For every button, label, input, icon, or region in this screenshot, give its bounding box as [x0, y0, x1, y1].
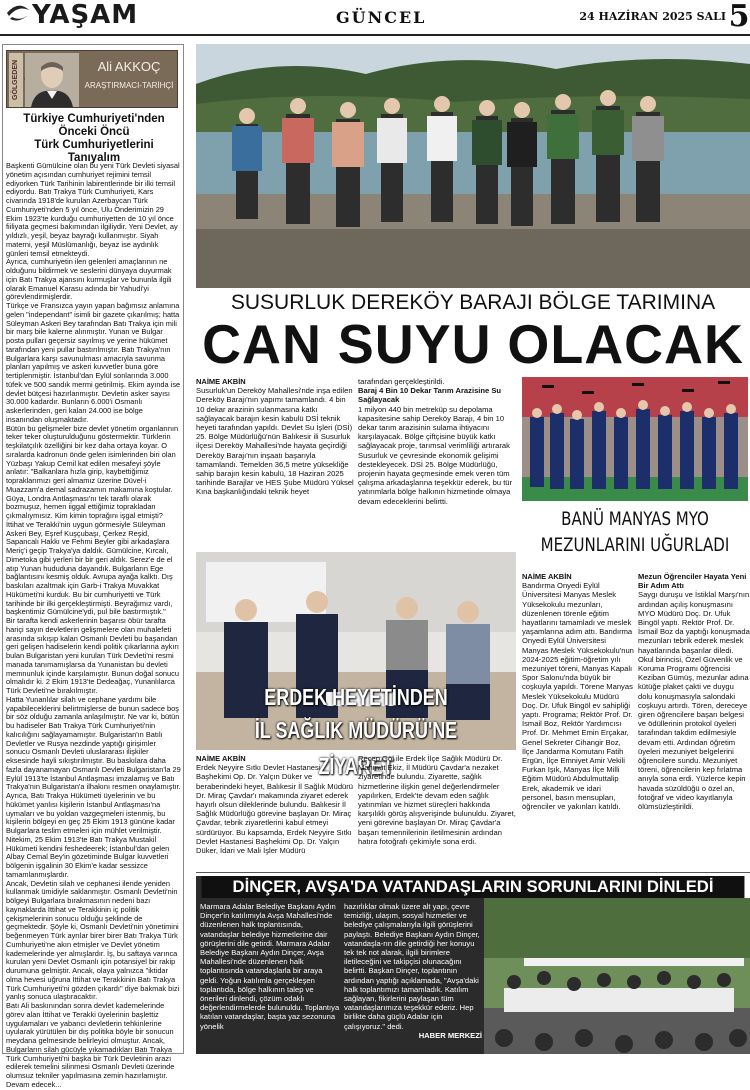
column-paragraph: Ayrıca, cumhuriyetin ilen gelenleri amaçlarının ne olduğunu bildirmek ve seslerini dünyaya duyurmak için Batı Trakya ajansını kurmuşlar ve bununla ilgili olarak Emanuel Karasu adında bir Yahudi'yi görevlendirmişlerdir. [6, 257, 172, 302]
author-portrait-icon [25, 53, 79, 107]
graduation-subhead: Mezun Öğrenciler Hayata Yeni Bir Adım Attı [638, 572, 747, 591]
column-title-line: Türk Cumhuriyetlerini Tanıyalım [34, 139, 154, 164]
main-story-col1 [196, 377, 356, 543]
main-story-subhead: Baraj 4 Bin 10 Dekar Tarım Arazisine Su Sağlayacak [358, 386, 502, 405]
column-header [6, 50, 178, 108]
column-paragraph: Batı Ali baskınından sonra devlet kademelerinde görev alan İttihat ve Terakki üyelerinin başlettiz uygulamaları ve yabancı devletlerin tehkinlerine uyularak yürütülen bir dış politika böyle bir sonucun meydana gelmesinde belirleyici olmuştur. Ancak, Bulgarların silah gücüyle yıkamadıkları Batı Trakya Türk Cumhuriyeti'ni başka bir Türk Devletinin arazı edilerek temelini silinmesi Osmanlı Devleti üzerinde olumsuz tekniler yapılmasına zemin hazırlamıştır. Devam edecek... [6, 1001, 175, 1089]
column-author-role: ARAŞTIRMACI-TARİHÇİ [84, 81, 174, 90]
meeting-text: hazırlıklar olmak üzere alt yapı, çevre temizliği, ulaşım, sosyal hizmetler ve belediye çalışmalarıyla ilgili görüşlerini paylaştı. Belediye Başkanı Aydın Dinçer, vatandaşla-rın dile getirdiği her konuyu tek tek not alarak, ilgili birimlere iletileceğini ve takipçisi olunacağını belirtti. Başkan Dinçer, toplantının ardından yaptığı açıklamada, "Avşa'daki halk toplantımızı tamamladık. Katılım sağlayan, fikirlerini paylaşan tüm vatandaşlarımıza teşekkür ederiz. Hep birlikte daha güçlü Adalar için çalışıyoruz." dedi. [344, 902, 480, 1031]
graduation-col1 [522, 572, 634, 896]
column-author: Ali AKKOÇ [97, 59, 161, 74]
main-story-text: Susurluk'un Dereköy Mahallesi'nde inşa edilen Dereköy Barajı'nın yapımı tamamlandı. 4 bin 10 dekar arazinin sulanmasına katkı sağlayacak barajın kesin kabulü DSİ teknik heyeti tarafından yapıldı. Devlet Su İşleri (DSİ) 25. Bölge Müdürlüğü'nün Balıkesir ili Susurluk ilçesi Dereköy Mahallesi'nde hayata geçirdiği Dereköy Barajı'nın inşaatı başarıyla tamamlandı. Temelden 36,5 metre yüksekliğe sahip barajın kesin kabulü, 18 Haziran 2025 tarihinde Barajlar ve HES Şube Müdürü Yüksel Kına başkanlığındaki teknik heyet [196, 386, 354, 497]
visit-text: Erdek Neyyire Sıtkı Devlet Hastanesi Başhekimi Op. Dr. Yalçın Düker ve beraberindeki heyet, Balıkesir İl Sağlık Müdürü Dr. Miraç Çavdar'ı makamında ziyaret ederek hayırlı olsun dileklerinde bulundu. Balıkesir İl Sağlık Müdürlüğü görevine başlayan Dr. Miraç Çavdar, tebrik ziyaretlerini kabul etmeyi sürdürüyor. Bu kapsamda, Erdek Neyyire Sıtkı Devlet Hastanesi Başhekimi Op. Dr. Yalçın Düker, İdari ve Mali İşler Müdürü [196, 763, 354, 856]
column-paragraph: Türkçe ve Fransızca yayın yapan bağımsız anlamına gelen "independant" isimli bir gazete çıkarılmış; hatta Süleyman Askeri Bey tarafından Batı Trakya için mili bir marş bile kalerne alınmıştır. Yunan ve Bulgar posta pulları geçersiz sayılmış ve yerine hükümet tarafından yeni pullar bastırılmıştır. Batı Trakya'nın Bulgarlara karşı savunulması amacıyla savunma planları yapılmış ve askeri kuvvetler buna göre tertiplenmiştir. İstanbul'dan Eylül sonlarında 3.000 tüfek ve 500 sandık mermi getirilmiş. Ekim ayında ise devlet bütçesi hazırlanmıştır. Devletin asker sayısı 30.000 kadardır. Bunların 6.000'i Osmanlı askerlerinden, geri kalan 24.000 ise bölge insanından oluşmaktadır. [6, 301, 181, 424]
meeting-col1 [200, 902, 340, 1054]
meeting-text: Marmara Adalar Belediye Başkanı Aydın Dinçer'in katılımıyla Avşa Mahallesi'nde düzenlenen halk toplantısında, vatandaşlar belediye hizmetlerine dair görüşlerini dile getirdi. Marmara Adalar Belediye Başkanı Aydın Dinçer, Avşa Mahallesi'nde düzenlenen halk toplantısında vatandaşlarla bir araya geldi. Yoğun katılımla gerçekleşen toplantıda, bölge halkının talep ve önerileri dinlendi, çözüm odaklı değerlendirmelerde bulunuldu. Toplantıya katılan vatandaşlar, başta yaz sezonuna yönelik [200, 902, 340, 1031]
dam-group-photo [196, 44, 750, 288]
main-story-text: tarafından gerçekleştirildi. [358, 377, 445, 386]
column-paragraph: Ancak, Devletin silah ve cephanesi ilende yeniden kullanmak ümidiyle saklanmıştır. Osmanlı Devleti'nin bölgeyi Bulgarlara bırakmasının nedeni bazı kaynaklarda İttihat ve Terakkinin iç politik çekişmelerinin sonucu olduğu şeklinde de geçmektedir. Şöyle ki, Osmanlı Devleti'nin yönetimini beğenmeyen Türk ayrılar birer birer Batı Trakya Türk Cumhuriyeti'ne akın etmişler ve Devlet yönetim kademelerinde yer almışlardır. İş, bu saftaya varınca kurulan yeni Devlet Osmanlı için potansiyel bir rakip durumuna gelmiştir. Ancak, olaya yalnızca "iktidar olma hevesi uğruna İttihat ve Terakkinin Batı Trakya Türk Cumhuriyeti'ni gözden çıkardı" diye bakmak bizi yanlış sonuca ulaştıracaktır. [6, 878, 180, 1002]
main-headline: CAN SUYU OLACAK [202, 313, 744, 375]
visit-col1 [196, 754, 356, 864]
graduation-text: Bandırma Onyedi Eylül Üniversitesi Manyas Meslek Yüksekokulu mezunları, düzenlenen törenle eğitim hayatlarını tamamladı ve meslek yaşamlarına adım attı. Bandırma Onyedi Eylül Üniversitesi Manyas Meslek Yüksekokulu'nun 2024-2025 eğitim-öğretim yılı mezuniyet töreni, Manyas Kapalı Spor Salonu'nda büyük bir coşkuyla yapıldı. Törene Manyas Meslek Yüksekokulu Müdürü Doç. Dr. Ufuk Bingöl ev sahipliği yaptı. Programa; Rektör Prof. Dr. İsmail Boz, Rektör Yardımcısı Prof. Dr. Mehmet Emin Erçakar, Genel Sekreter Cihangir Boz, İlçe Jandarma Komutanı Fatih Ergün, İlçe Emniyet Amir Vekili Furkan Işık, Manyas İlçe Milli Eğitim Müdürü Abdulmuttalip Erek, akademik ve idari personel, basın mensupları, öğrenciler ve yakınları katıldı. [522, 581, 634, 812]
graduation-col2 [638, 572, 750, 896]
column-tag: GÖLGEDEN [9, 53, 23, 107]
brand-name: YAŞAM [32, 0, 139, 30]
meeting-headline: DİNÇER, AVŞA'DA VATANDAŞLARIN SORUNLARINI DİNLEDİ [202, 876, 745, 898]
section-title: GÜNCEL [336, 8, 427, 27]
main-story-byline: NAİME AKBİN [196, 377, 246, 386]
graduation-photo [522, 377, 748, 501]
column-paragraph: Ayrıca, Batı Trakya Hükümeti üyelerinin ve bu hükümet yanlısı kişilerin İstanbul Antlaşması'na uymaları ve bu yoldan vazgeçmeleri istenmiş, bu kişilerin bölgeyi en geç 25 Ekim 1913 gününe kadar Bulgarlara teslim etmeleri için mühlet verilmiştir. Nitekim, 25 Ekim 1913'te Batı Trakya Mustakil Hükümeti kendini feshedeerek; İstanbul'dan gelen Albay Cemal Bey'in gözetiminde Bulgar kuvvetleri bölgenin işgalinin 30 Ekim'e kadar sessizce tamamlanmışlardır. [6, 791, 175, 879]
graduation-headline [536, 506, 735, 570]
graduation-byline: NAİME AKBİN [522, 572, 572, 581]
column-title-line: Önceki Öncü [58, 126, 130, 138]
graduation-text: Saygı duruşu ve İstiklal Marşı'nın ardından açılış konuşmasını MYO Müdürü Doç. Dr. Ufuk Bingöl yaptı. Rektör Prof. Dr. İsmail Boz da yaptığı konuşmada mezunları tebrik ederek meslek hayatlarında başarılar diledi. Okul birincisi, Özel Güvenlik ve Koruma Programı öğrencisi Keziban Gümüş, mezunlar adına kütüğe plaket çakti ve duygu dolu konuşmasıyla salondaki coşkuyu artırdı. Tören, dereceye giren öğrencilere başarı belgesi ve ödüllerinin protokol üyeleri tarafından takdim edilmesiyle devam etti. Ardından öğretim üyeleri mezuniyet belgelerini öğrencilere sundu. Mezuniyet töreni, öğrencilerin kep fırlatma anıyla sona erdi. Yüzlerce kepin havada süzüldüğü o özel an, fotoğraf ve video kayıtlarıyla ölümsüzleştirildi. [638, 590, 750, 812]
brand-logo [4, 2, 170, 28]
column-paragraph: Başkenti Gümülcine olan bu yeni Türk Devleti siyasal yönetim açısından cumhuriyet rejimini temsil ediyorken Türk Tarihinin labirentlerinde bir ilki temsil ediyordu. Batı Trakya Türk Cumhuriyeti, Kars civarında 1918'de kurulan Azerbaycan Türk Cumhuriyeti'nden 5 yıl önce, Ulu Önderimizin 29 Ekim 1923'te kurduğu cumhuriyetten de 10 yıl önce fiiliyata geçmesi bakımından ilgiliydir. Yeni Devlet, ay yıldızlı, yeşil, beyaz bayrağı kullanmıştır. Siyah materni, yeşil Müslümanlığı, beyaz ise aydınlık günleri temsil etmekteydi. [6, 161, 180, 258]
issue-date: 24 HAZİRAN 2025 SALI [579, 10, 726, 23]
visit-col2 [358, 754, 516, 864]
visit-text: Recep Göl ile Erdek İlçe Sağlık Müdürü Dr. Mahmut Ekiz, İl Müdürü Çavdar'a nezaket ziyaretinde bulundu. Ziyarette, sağlık hizmetlerine ilişkin genel değerlendirmeler yapılırken, Erdek'te devam eden sağlık yatırımları ve hizmet süreçleri hakkında karşılıklı görüş alışverişinde bulunuldu. Ziyaret, yeni görevine başlayan Dr. Miraç Çavdar'a başarı temennilerinin iletilmesinin ardından hatıra fotoğrafı çekimiyle sona erdi. [358, 754, 516, 846]
header-rule [0, 34, 750, 36]
graduation-headline-line: BANÜ MANYAS MYO [561, 508, 709, 530]
column-paragraph: Bir tarafta kendi askerlerinin başarısı öbür tarafta hariçi sayın devletlerin gelişmelere olan muhalefeti arasında sıkışıp kalan Osmanlı Devleti bu başarıdan geri gelişen hadiselerin kendi politik çıkarlarına aykırı bulan Bulgaristan yeni kurulan Türk Devleti'ni resmi manada tanımamışlarsa da Yunanistan bu devleti memnunluk içinde karşılamıştır. Bunun doğal sonucu olmalıdır ki. 2 Ekim 1913'te Dedeağaç, Yunanlılarca Türk Devleti'ne bırakılmıştır. [6, 616, 179, 695]
visit-headline-line: İL SAĞLIK MÜDÜRÜ'NE ZİYARET [254, 717, 458, 779]
column-body [6, 161, 181, 1089]
main-story-text: 1 milyon 440 bin metreküp su depolama kapasitesine sahip Dereköy Barajı, 4 bin 10 dekar tarım arazisinin sulama ihtiyacını karşılayacak. Bölge çiftçisine büyük katkı sağlayacak proje, tarımsal verimliliği artırarak Susurluk ve çevresinde ekonomik gelişimi destekleyecek. DSİ 25. Bölge Müdürlüğü, projenin hayata geçmesinde emek veren tüm çalışma arkadaşlarına teşekkür ederek, bu tür yatırımlarla bölge halkının hizmetinde olmaya devam edeceklerini belirtti. [358, 404, 513, 506]
section-divider [196, 872, 750, 873]
graduation-headline-line: MEZUNLARINI UĞURLADI [540, 534, 730, 556]
main-headline-top: SUSURLUK DEREKÖY BARAJI BÖLGE TARIMINA [230, 291, 716, 314]
author-photo [25, 53, 79, 107]
column-paragraph: Hatta Yunanlılar silah ve cephane yardımı bile yapabileceklerini belirtmişlerse de bunun sadece boş bir söz olduğu zamanla anlaşılmıştır. Ne var ki, bütün bu hadiseler Batı Trakya Türk Cumhuriyeti'nin kalıcılığını sağlayamamıştır. Bulgaristan'ın Batılı Devletler ve Rusya nezdinde yaptığı girişimler sonucu Osmanlı Devleti uluslararası ilişkiler eksesinde hayli sıkıştırılmıştır. Bu baskılara daha fazla dayanamayan Osmanlı Devleti Bulgaristan'la 29 Eylül 1913'te İstanbul Antlaşması imzalamış ve Batı Trakya'nın Bulgaristan'a ilhakını resmen onaylamıştır. [6, 694, 181, 792]
meeting-col2 [344, 902, 482, 1054]
column-paragraph: İttihat ve Terakki'nin uygun görmesiyle Süleyman Askeri Bey, Eşref Kuşçubaşı, Çerkez Reşid, Sapancalı Hakkı ve Fehmi Beyler gibi arkadaşlara Meriç'i geçip Trakya'ya daldık. Gümülcine, Kırcalı, Dimetoka gibi yerleri bir bir geri aldık. Serez'e de el atıp Yunan hududuna dayandık. Bulgarların Ege bağlantısını kesmiş olduk. Avrupa ayağa kalktı. Dış baskıları azaltmak için Garb-i Trakya Muvakkat Hükümeti'ni kurduk. Bu bir cumhuriyetti ve Türk tarihinde bir ilki gerçekleştirmişti. Beyrağımız vardı, başkentimiz Gümülcine'ydi, pul bile bastırmıştık." [6, 519, 173, 617]
visit-headline-line: ERDEK HEYETİNDEN [264, 684, 448, 710]
visit-byline: NAİME AKBİN [196, 754, 246, 763]
main-story-col2 [358, 377, 515, 543]
column-paragraph: Bütün bu gelişmeler bize devlet yönetim organlarının teker teker oluşturulduğunu göstermektir. Türklerin teşkilatçılık özelliğini bir kez daha ortaya koyar. O sıralarda kadronun önde gelen isimlerinden biri olan Yüzbaşı Yakup Cemil kat edilen mesafeyi şöyle anlatır: "Balkanlara hızla girip, kaybettiğimiz topraklarımızı geri almamız üzerine Düvel-i Muazzam'a demal sadrazamın makamına koştular. Güya, Londra Antlaşması'nı tek taraflı olarak bozmuşuz, hemen iiggal ettiğimiz toprakladan çıkmalıymısız. Kim kimin toprağını işgal etmişti? [6, 423, 179, 520]
meeting-photo [484, 898, 750, 1054]
column-title [8, 113, 180, 165]
news-agency: HABER MERKEZİ [418, 1030, 482, 1040]
column-title-line: Türkiye Cumhuriyeti'nden [23, 113, 165, 125]
page-number: 5 [728, 0, 750, 34]
brand-mark-icon [4, 2, 32, 24]
